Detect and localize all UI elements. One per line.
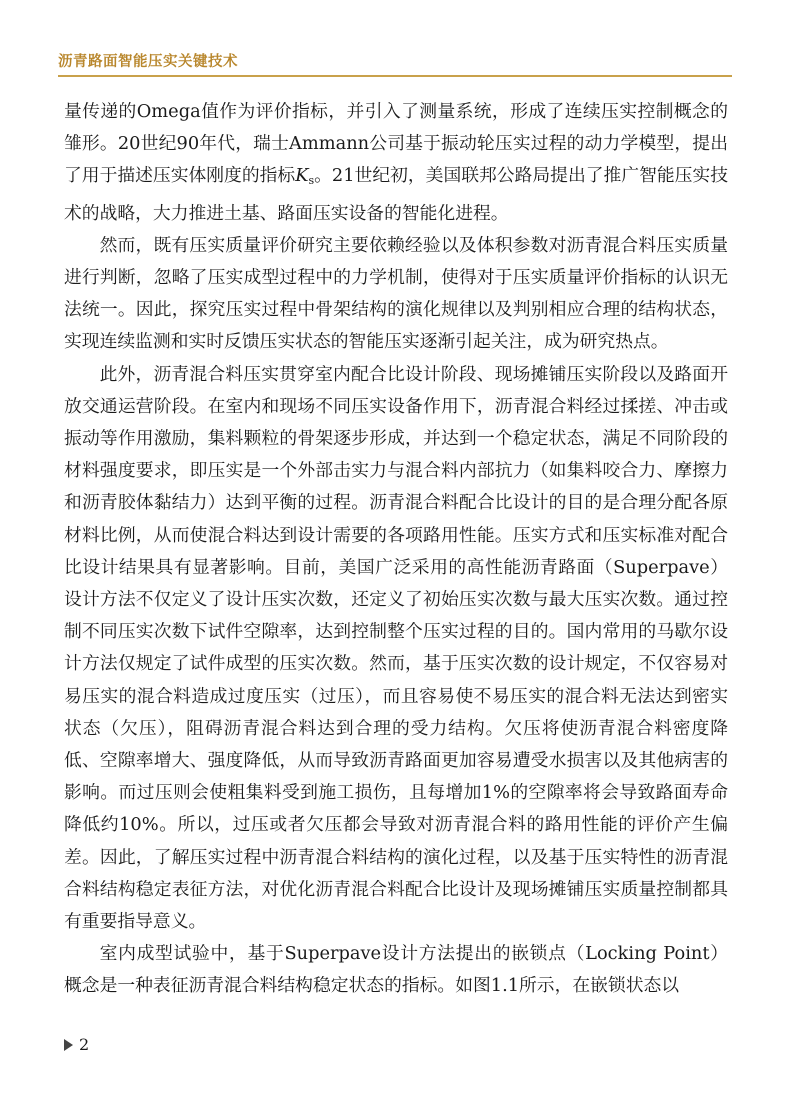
body-text [64, 96, 728, 1003]
paragraph-2: 然而，既有压实质量评价研究主要依赖经验以及体积参数对沥青混合料压实质量进行判断，忽略了压实成型过程中的力学机制，使得对于压实质量评价指标的认识无法统一。因此，探究压实过程中骨架结构的演化规律以及判别相应合理的结构状态，实现连续监测和实时反馈压实状态的智能压实逐渐引起关注，成为研究热点。 [64, 234, 728, 353]
paragraph-3: 此外，沥青混合料压实贯穿室内配合比设计阶段、现场摊铺压实阶段以及路面开放交通运营阶段。在室内和现场不同压实设备作用下，沥青混合料经过揉搓、冲击或振动等作用激励，集料颗粒的骨架逐步形成，并达到一个稳定状态，满足不同阶段的材料强度要求，即压实是一个外部击实力与混合料内部抗力（如集料咬合力、摩擦力和沥青胶体黏结力）达到平衡的过程。沥青混合料配合比设计的目的是合理分配各原材料比例，从而使混合料达到设计需要的各项路用性能。压实方式和压实标准对配合比设计结果具有显著影响。目前，美国广泛采用的高性能沥青路面（Superpave）设计方法不仅定义了设计压实次数，还定义了初始压实次数与最大压实次数。通过控制不同压实次数下试件空隙率，达到控制整个压实过程的目的。国内常用的马歇尔设计方法仅规定了试件成型的压实次数。然而，基于压实次数的设计规定，不仅容易对易压实的混合料造成过度压实（过压），而且容易使不易压实的混合料无法达到密实状态（欠压），阻碍沥青混合料达到合理的受力结构。欠压将使沥青混合料密度降低、空隙率增大、强度降低，从而导致沥青路面更加容易遭受水损害以及其他病害的影响。而过压则会使粗集料受到施工损伤，且每增加1%的空隙率将会导致路面寿命降低约10%。所以，过压或者欠压都会导致对沥青混合料的路用性能的评价产生偏差。因此，了解压实过程中沥青混合料结构的演化过程，以及基于压实特性的沥青混合料结构稳定表征方法，对优化沥青混合料配合比设计及现场摊铺压实质量控制都具有重要指导意义。 [64, 363, 728, 933]
paragraph-1-part1: 量传递的Omega值作为评价指标，并引入了测量系统，形成了连续压实控制概念的雏形。20世纪90年代，瑞士Ammann公司基于振动轮压实过程的动力学模型，提出了用于描述压实体刚度的指标 [64, 101, 728, 187]
page-number: 2 [79, 1035, 90, 1054]
page-footer [64, 1035, 89, 1054]
stiffness-symbol: K [295, 165, 309, 187]
paragraph-1 [64, 96, 728, 230]
paragraph-1-part2: 。21世纪初，美国联邦公路局提出了推广智能压实技术的战略，大力推进土基、路面压实设备的智能化进程。 [64, 165, 728, 224]
paragraph-4: 室内成型试验中，基于Superpave设计方法提出的嵌锁点（Locking Point）概念是一种表征沥青混合料结构稳定状态的指标。如图1.1所示，在嵌锁状态以 [64, 943, 728, 997]
header-divider [58, 75, 732, 77]
running-header-title: 沥青路面智能压实关键技术 [58, 54, 238, 70]
stiffness-symbol-subscript: s [308, 174, 315, 188]
page-marker-triangle-icon [64, 1039, 73, 1051]
